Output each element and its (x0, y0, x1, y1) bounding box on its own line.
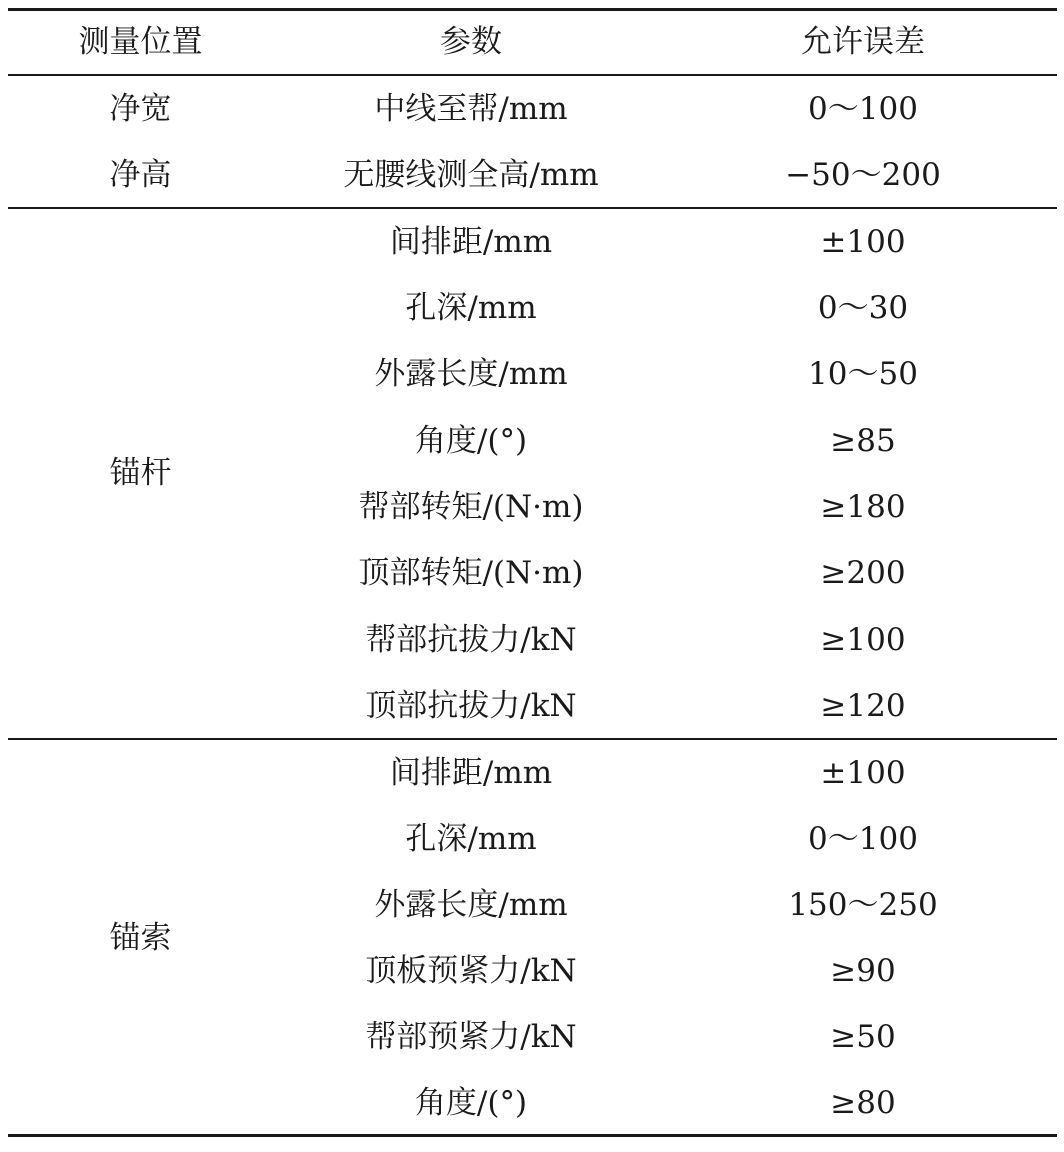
parameter-cell: 外露长度/mm (374, 356, 568, 392)
parameter-cell: 帮部转矩/(N·m) (358, 489, 584, 525)
tolerance-cell: ≥80 (830, 1085, 896, 1121)
parameter-cell: 孔深/mm (405, 290, 537, 326)
parameter-cell: 孔深/mm (405, 821, 537, 857)
parameter-cell: 间排距/mm (389, 224, 553, 260)
parameter-cell: 帮部预紧力/kN (365, 1019, 577, 1055)
tolerance-cell: ≥200 (820, 555, 906, 591)
parameter-cell: 外露长度/mm (374, 887, 568, 923)
parameter-cell: 顶板预紧力/kN (365, 953, 577, 989)
position-cell: 净高 (109, 157, 172, 193)
tolerance-cell: ±100 (820, 755, 906, 791)
group-label-cable: 锚索 (109, 920, 172, 956)
parameter-cell: 帮部抗拔力/kN (365, 622, 577, 658)
tolerance-cell: ≥180 (820, 489, 906, 525)
tolerance-cell: 0～30 (817, 290, 909, 326)
tolerance-cell: 150～250 (788, 887, 938, 923)
tolerance-cell: ≥120 (820, 688, 906, 724)
parameter-cell: 间排距/mm (389, 755, 553, 791)
parameter-cell: 中线至帮/mm (374, 91, 568, 127)
header-tolerance: 允许误差 (801, 24, 925, 60)
tolerance-cell: ≥100 (820, 622, 906, 658)
header-parameter: 参数 (440, 24, 502, 60)
position-cell: 净宽 (109, 91, 172, 127)
tolerance-cell: ≥50 (830, 1019, 896, 1055)
parameter-cell: 无腰线测全高/mm (343, 157, 599, 193)
parameter-cell: 角度/(°) (414, 423, 528, 459)
tolerance-cell: ≥90 (830, 953, 896, 989)
tolerance-cell: ≥85 (830, 423, 896, 459)
header-position: 测量位置 (78, 24, 203, 60)
tolerance-cell: 10～50 (808, 356, 918, 392)
tolerance-cell: 0～100 (808, 91, 918, 127)
parameter-cell: 顶部抗拔力/kN (365, 688, 577, 724)
parameter-cell: 顶部转矩/(N·m) (358, 555, 584, 591)
tolerance-cell: −50～200 (785, 157, 941, 193)
group-label-bolt: 锚杆 (109, 455, 172, 491)
parameter-cell: 角度/(°) (414, 1085, 528, 1121)
tolerance-cell: ±100 (820, 224, 906, 260)
tolerance-cell: 0～100 (808, 821, 918, 857)
bottom-rule (8, 1134, 1057, 1137)
